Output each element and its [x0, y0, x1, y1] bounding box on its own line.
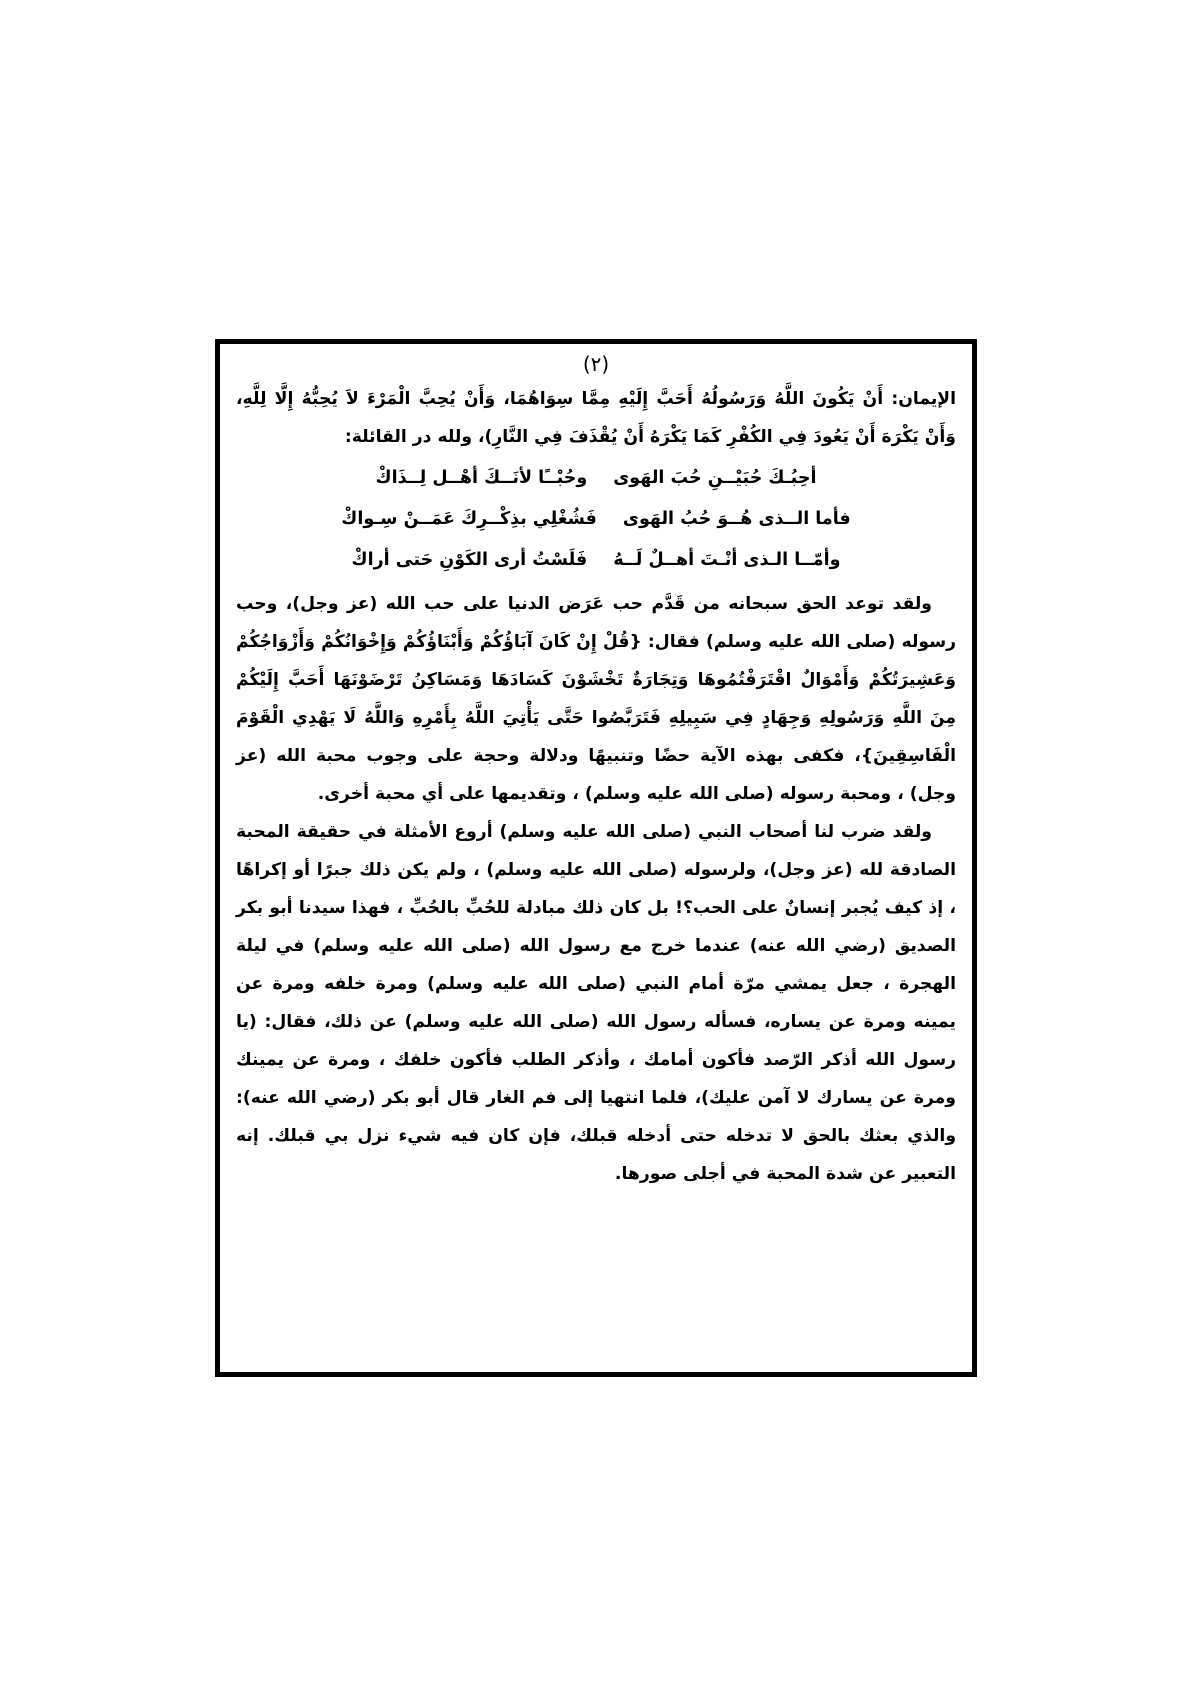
poem-verse-second-half: وحُبْــًا لأنَــكَ أهْــل لِــذَاكْ: [375, 468, 588, 488]
poem-verse-second-half: فَلَسْتُ أرى الكَوْنِ حَتى أراكْ: [351, 550, 588, 570]
page-number: (٢): [582, 352, 610, 376]
poem-verse-first-half: وأمّــا الـذى أنْـتَ أهــلٌ لَــهُ: [613, 550, 841, 570]
poem-line: [236, 458, 956, 499]
poem-verse-second-half: فَشُغْلِي بذِكْــرِكَ عَمَــنْ سِـواكْ: [341, 509, 597, 529]
poem: [236, 458, 956, 581]
poem-line: [236, 499, 956, 540]
poem-verse-first-half: أحِبُـكَ حُبَيْــنِ حُبَ الهَوى: [613, 468, 817, 488]
page-frame: [215, 339, 977, 1377]
paragraph-warning: ولقد توعد الحق سبحانه من قَدَّم حب عَرَض الدنيا على حب الله (عز وجل)، وحب رسوله (صلى الله عليه وسلم) فقال: {قُلْ إِنْ كَانَ آبَاؤُكُمْ وَأَبْنَاؤُكُمْ وَإِخْوَانُكُمْ وَأَزْوَاجُكُمْ وَعَشِيرَتُكُمْ وَأَمْوَالٌ اقْتَرَفْتُمُوهَا وَتِجَارَةٌ تَخْشَوْنَ كَسَادَهَا وَمَسَاكِنُ تَرْضَوْنَهَا أَحَبَّ إِلَيْكُمْ مِنَ اللَّهِ وَرَسُولِهِ وَجِهَادٍ فِي سَبِيلِهِ فَتَرَبَّصُوا حَتَّى يَأْتِيَ اللَّهُ بِأَمْرِهِ وَاللَّهُ لَا يَهْدِي الْقَوْمَ الْفَاسِقِينَ}، فكفى بهذه الآية حضًا وتنبيهًا ودلالة وحجة على وجوب محبة الله (عز وجل) ، ومحبة رسوله (صلى الله عليه وسلم) ، وتقديمها على أي محبة أخرى.: [236, 594, 956, 804]
intro-paragraph: الإيمان: أَنْ يَكُونَ اللَّهُ وَرَسُولُهُ أَحَبَّ إِلَيْهِ مِمَّا سِوَاهُمَا، وَأَنْ يُحِبَّ الْمَرْءَ لاَ يُحِبُّهُ إِلَّا لِلَّهِ، وَأَنْ يَكْرَهَ أَنْ يَعُودَ فِي الكُفْرِ كَمَا يَكْرَهُ أَنْ يُقْذَفَ فِي النَّارِ)، ولله در القائلة:: [236, 389, 956, 447]
poem-verse-first-half: فأما الــذى هُــوَ حُبُ الهَوى: [622, 509, 851, 529]
paragraph-companions: ولقد ضرب لنا أصحاب النبي (صلى الله عليه وسلم) أروع الأمثلة في حقيقة المحبة الصادقة لله (عز وجل)، ولرسوله (صلى الله عليه وسلم) ، ولم يكن ذلك جبرًا أو إكراهًا ، إذ كيف يُجبر إنسانٌ على الحب؟! بل كان ذلك مبادلة للحُبِّ بالحُبِّ ، فهذا سيدنا أبو بكر الصديق (رضي الله عنه) عندما خرج مع رسول الله (صلى الله عليه وسلم) في ليلة الهجرة ، جعل يمشي مرّة أمام النبي (صلى الله عليه وسلم) ومرة خلفه ومرة عن يمينه ومرة عن يساره، فسأله رسول الله (صلى الله عليه وسلم) عن ذلك، فقال: (يا رسول الله أذكر الرّصد فأكون أمامك ، وأذكر الطلب فأكون خلفك ، ومرة عن يمينك ومرة عن يسارك لا آمن عليك)، فلما انتهيا إلى فم الغار قال أبو بكر (رضي الله عنه): والذي بعثك بالحق لا تدخله حتى أدخله قبلك، فإن كان فيه شيء نزل بي قبلك. إنه التعبير عن شدة المحبة في أجلى صورها.: [236, 822, 956, 1184]
poem-line: [236, 540, 956, 581]
